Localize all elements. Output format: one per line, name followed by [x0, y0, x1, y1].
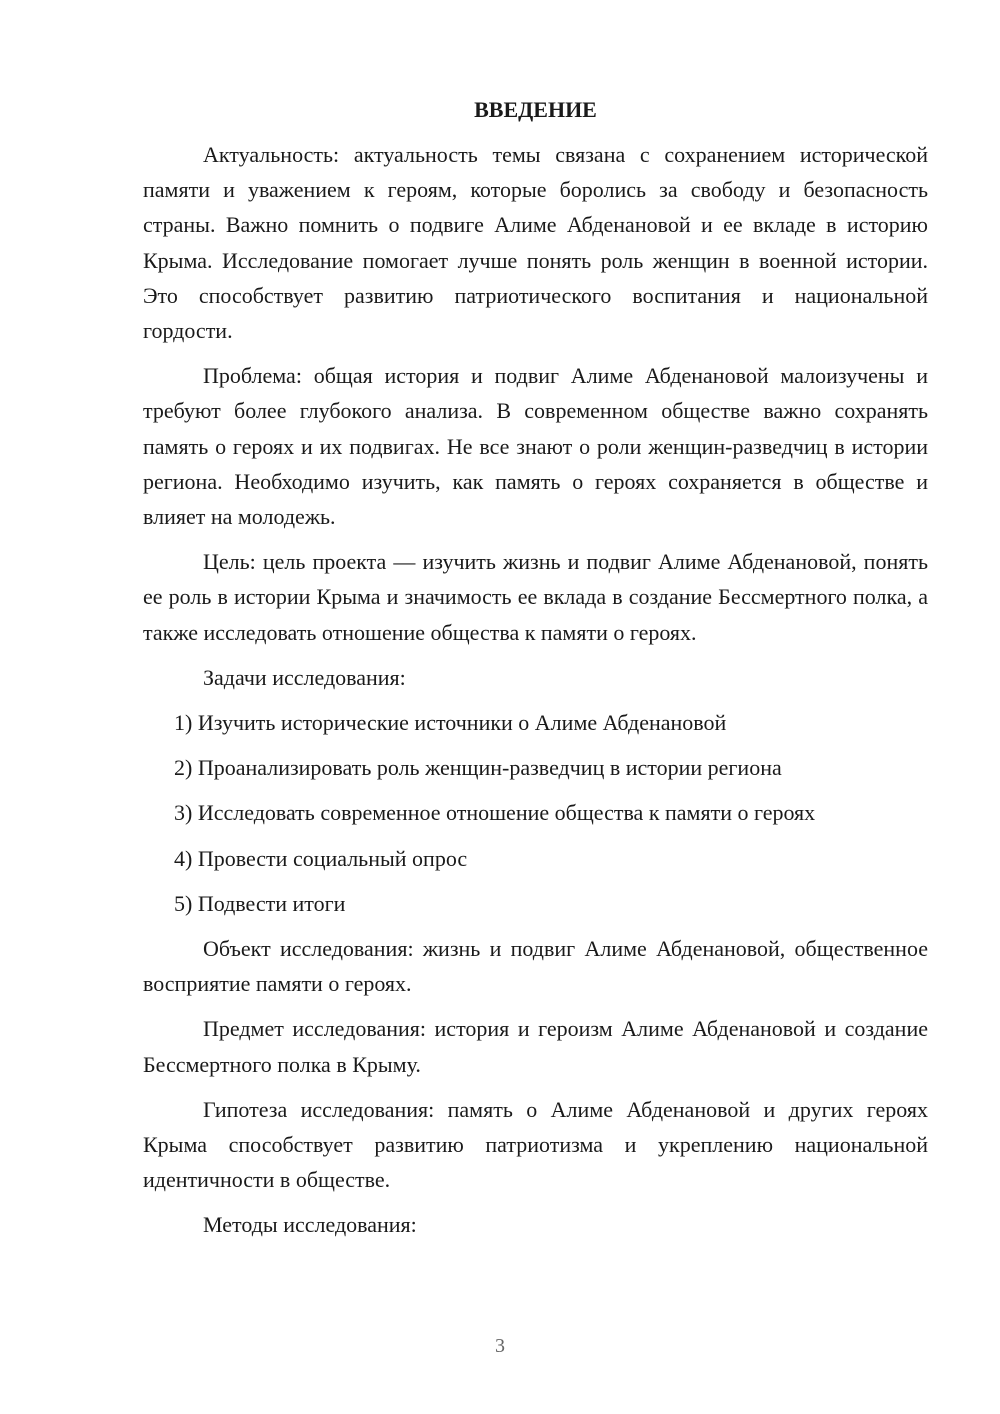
list-item: 1) Изучить исторические источники о Алиме Абденановой	[174, 710, 727, 736]
list-item: 4) Провести социальный опрос	[174, 845, 468, 871]
page-content	[143, 92, 928, 1253]
page-number: 3	[495, 1335, 505, 1357]
list-item: 5) Подвести итоги	[174, 890, 346, 916]
relevance-paragraph: Актуальность: актуальность темы связана с сохранением исторической памяти и уважением к героям, которые боролись за свободу и безопасность страны. Важно помнить о подвиге Алиме Абденановой и ее вкладе в историю Крыма. Исследование помогает лучше понять роль женщин в военной истории. Это способствует развитию патриотического воспитания и национальной гордости.	[143, 142, 928, 344]
section-title: ВВЕДЕНИЕ	[474, 97, 597, 122]
list-item: 2) Проанализировать роль женщин-разведчиц в истории региона	[174, 755, 782, 781]
tasks-list	[143, 705, 928, 921]
goal-paragraph: Цель: цель проекта — изучить жизнь и подвиг Алиме Абденановой, понять ее роль в истории Крыма и значимость ее вклада в создание Бессмертного полка, а также исследовать отношение общества к памяти о героях.	[143, 549, 928, 645]
tasks-heading: Задачи исследования:	[203, 664, 406, 690]
object-paragraph: Объект исследования: жизнь и подвиг Алиме Абденановой, общественное восприятие памяти о героях.	[143, 936, 928, 997]
subject-paragraph: Предмет исследования: история и героизм Алиме Абденановой и создание Бессмертного полка в Крыму.	[143, 1016, 928, 1077]
problem-paragraph: Проблема: общая история и подвиг Алиме Абденановой малоизучены и требуют более глубокого анализа. В современном обществе важно сохранять память о героях и их подвигах. Не все знают о роли женщин-разведчиц в истории региона. Необходимо изучить, как память о героях сохраняется в обществе и влияет на молодежь.	[143, 363, 928, 530]
hypothesis-paragraph: Гипотеза исследования: память о Алиме Абденановой и других героях Крыма способствует развитию патриотизма и укреплению национальной идентичности в обществе.	[143, 1096, 928, 1193]
methods-heading: Методы исследования:	[203, 1212, 417, 1238]
list-item: 3) Исследовать современное отношение общества к памяти о героях	[174, 800, 816, 826]
